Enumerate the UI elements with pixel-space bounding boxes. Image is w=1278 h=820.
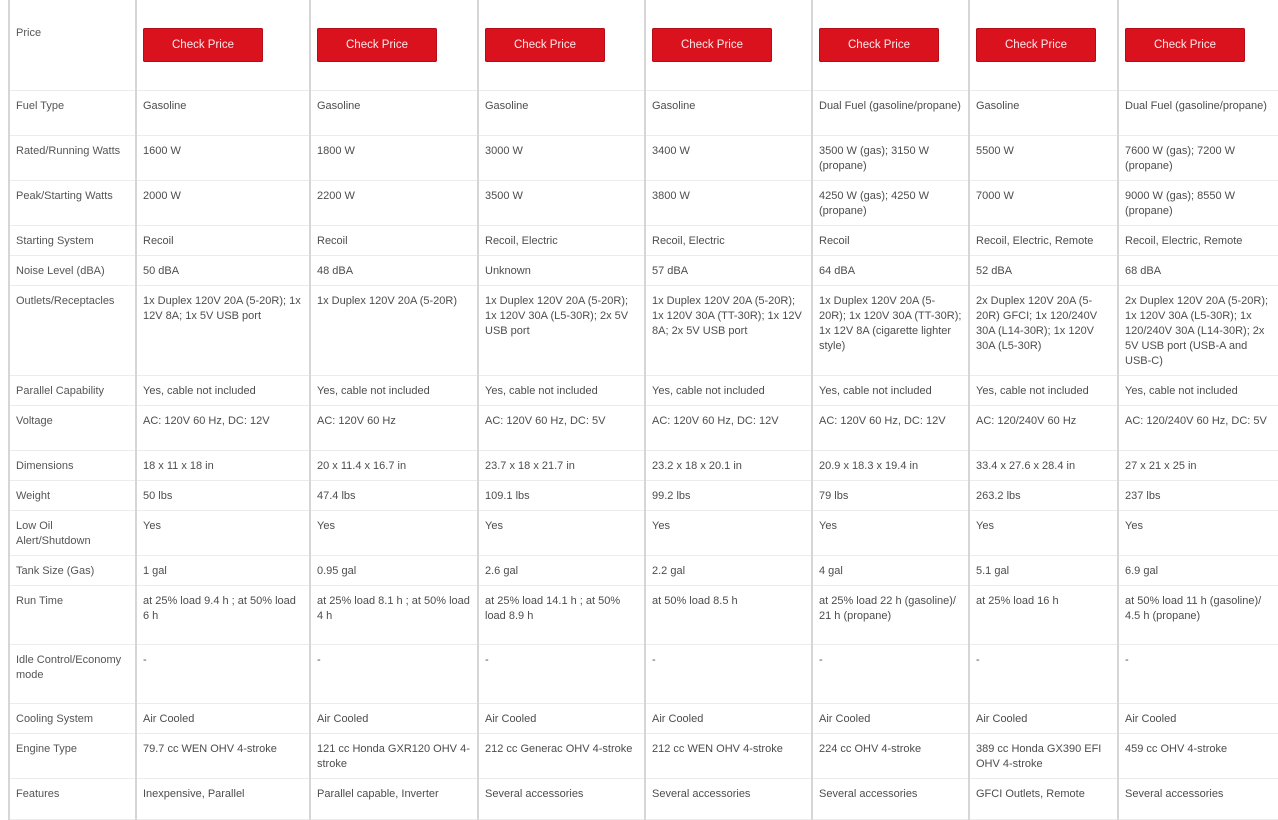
table-cell: 50 lbs [136,481,310,511]
table-cell: - [812,645,969,704]
table-cell: 57 dBA [645,256,812,286]
table-row [9,734,1278,779]
table-cell: Yes, cable not included [969,376,1118,406]
table-cell: 5500 W [969,136,1118,181]
table-cell: Several accessories [645,779,812,820]
table-cell: Several accessories [812,779,969,820]
table-cell: AC: 120/240V 60 Hz [969,406,1118,451]
table-cell: - [310,645,478,704]
table-cell [1118,0,1278,91]
table-row [9,481,1278,511]
table-cell: Yes [310,511,478,556]
table-cell: at 50% load 8.5 h [645,586,812,645]
table-cell: Inexpensive, Parallel [136,779,310,820]
table-cell: Parallel capable, Inverter [310,779,478,820]
table-cell: Gasoline [969,91,1118,136]
table-cell: 23.2 x 18 x 20.1 in [645,451,812,481]
table-cell: 50 dBA [136,256,310,286]
table-cell: 2x Duplex 120V 20A (5-20R); 1x 120V 30A (L5-30R); 1x 120/240V 30A (L14-30R); 2x 5V USB port (USB-A and USB-C) [1118,286,1278,376]
table-cell: Gasoline [310,91,478,136]
table-cell: AC: 120/240V 60 Hz, DC: 5V [1118,406,1278,451]
table-cell: 48 dBA [310,256,478,286]
row-label: Outlets/Receptacles [9,286,136,376]
table-cell: 224 cc OHV 4-stroke [812,734,969,779]
table-cell: 3500 W [478,181,645,226]
check-price-button[interactable]: Check Price [485,28,605,62]
table-row [9,256,1278,286]
table-cell: - [478,645,645,704]
table-row [9,704,1278,734]
table-cell: Recoil, Electric, Remote [969,226,1118,256]
check-price-button[interactable]: Check Price [1125,28,1245,62]
table-cell: Yes [136,511,310,556]
table-cell: 1x Duplex 120V 20A (5-20R) [310,286,478,376]
table-cell: 1600 W [136,136,310,181]
table-cell: Recoil [136,226,310,256]
table-cell: AC: 120V 60 Hz, DC: 12V [136,406,310,451]
table-cell: at 25% load 8.1 h ; at 50% load 4 h [310,586,478,645]
table-cell: 4250 W (gas); 4250 W (propane) [812,181,969,226]
row-label: Peak/Starting Watts [9,181,136,226]
table-cell: 18 x 11 x 18 in [136,451,310,481]
table-cell: 6.9 gal [1118,556,1278,586]
table-cell: Recoil [812,226,969,256]
table-cell: at 50% load 11 h (gasoline)/ 4.5 h (propane) [1118,586,1278,645]
table-cell: 263.2 lbs [969,481,1118,511]
check-price-button[interactable]: Check Price [652,28,772,62]
row-label: Weight [9,481,136,511]
table-cell [478,0,645,91]
table-cell: Dual Fuel (gasoline/propane) [1118,91,1278,136]
table-cell: Gasoline [645,91,812,136]
table-cell: Yes, cable not included [310,376,478,406]
table-row [9,286,1278,376]
table-cell: 2.2 gal [645,556,812,586]
table-cell: 20.9 x 18.3 x 19.4 in [812,451,969,481]
table-cell: 389 cc Honda GX390 EFI OHV 4-stroke [969,734,1118,779]
table-cell: at 25% load 14.1 h ; at 50% load 8.9 h [478,586,645,645]
table-cell: Yes, cable not included [812,376,969,406]
check-price-button[interactable]: Check Price [317,28,437,62]
table-cell: 33.4 x 27.6 x 28.4 in [969,451,1118,481]
row-label: Low Oil Alert/Shutdown [9,511,136,556]
table-cell: GFCI Outlets, Remote [969,779,1118,820]
table-cell [812,0,969,91]
table-cell: Air Cooled [310,704,478,734]
comparison-table-body [9,0,1278,820]
table-row [9,779,1278,820]
table-cell: 0.95 gal [310,556,478,586]
row-label: Idle Control/Economy mode [9,645,136,704]
table-row [9,556,1278,586]
table-cell: 2200 W [310,181,478,226]
table-cell: AC: 120V 60 Hz, DC: 5V [478,406,645,451]
row-label: Price [9,0,136,91]
table-cell: 3800 W [645,181,812,226]
table-row [9,645,1278,704]
table-cell: 9000 W (gas); 8550 W (propane) [1118,181,1278,226]
table-cell: Dual Fuel (gasoline/propane) [812,91,969,136]
table-cell: 2x Duplex 120V 20A (5-20R) GFCI; 1x 120/240V 30A (L14-30R); 1x 120V 30A (L5-30R) [969,286,1118,376]
table-cell [136,0,310,91]
table-cell: 5.1 gal [969,556,1118,586]
row-label: Tank Size (Gas) [9,556,136,586]
row-label: Rated/Running Watts [9,136,136,181]
table-cell: Yes, cable not included [645,376,812,406]
table-cell: Recoil, Electric [478,226,645,256]
table-row [9,91,1278,136]
table-cell: at 25% load 16 h [969,586,1118,645]
table-cell: 1x Duplex 120V 20A (5-20R); 1x 120V 30A (TT-30R); 1x 12V 8A; 2x 5V USB port [645,286,812,376]
table-cell: - [1118,645,1278,704]
row-label: Fuel Type [9,91,136,136]
table-row [9,586,1278,645]
table-cell: Air Cooled [1118,704,1278,734]
table-cell: 7600 W (gas); 7200 W (propane) [1118,136,1278,181]
table-cell: 3400 W [645,136,812,181]
table-cell: 68 dBA [1118,256,1278,286]
table-cell: 1x Duplex 120V 20A (5-20R); 1x 120V 30A (L5-30R); 2x 5V USB port [478,286,645,376]
table-cell: Recoil [310,226,478,256]
table-cell: Air Cooled [136,704,310,734]
row-label: Noise Level (dBA) [9,256,136,286]
table-cell: 1x Duplex 120V 20A (5-20R); 1x 12V 8A; 1x 5V USB port [136,286,310,376]
table-cell: 99.2 lbs [645,481,812,511]
table-row [9,226,1278,256]
table-cell: Yes [645,511,812,556]
table-cell: 79 lbs [812,481,969,511]
table-row [9,181,1278,226]
table-cell: Yes [969,511,1118,556]
table-cell: Yes [1118,511,1278,556]
table-cell: Air Cooled [969,704,1118,734]
table-cell: 237 lbs [1118,481,1278,511]
table-cell: Air Cooled [478,704,645,734]
table-cell: 2.6 gal [478,556,645,586]
table-cell: 4 gal [812,556,969,586]
row-label: Voltage [9,406,136,451]
table-cell [645,0,812,91]
table-cell: Gasoline [478,91,645,136]
table-cell: 20 x 11.4 x 16.7 in [310,451,478,481]
table-cell: 3500 W (gas); 3150 W (propane) [812,136,969,181]
table-cell: AC: 120V 60 Hz, DC: 12V [645,406,812,451]
table-cell: Unknown [478,256,645,286]
table-cell [969,0,1118,91]
table-cell: - [969,645,1118,704]
table-cell: AC: 120V 60 Hz [310,406,478,451]
table-cell: 3000 W [478,136,645,181]
table-cell: Yes [478,511,645,556]
table-cell: 1x Duplex 120V 20A (5-20R); 1x 120V 30A (TT-30R); 1x 12V 8A (cigarette lighter style) [812,286,969,376]
table-cell: 459 cc OHV 4-stroke [1118,734,1278,779]
row-label: Engine Type [9,734,136,779]
table-row [9,376,1278,406]
table-cell: at 25% load 9.4 h ; at 50% load 6 h [136,586,310,645]
table-cell: Gasoline [136,91,310,136]
table-cell: 23.7 x 18 x 21.7 in [478,451,645,481]
table-cell: AC: 120V 60 Hz, DC: 12V [812,406,969,451]
table-cell: 1 gal [136,556,310,586]
check-price-button[interactable]: Check Price [976,28,1096,62]
table-cell: 121 cc Honda GXR120 OHV 4-stroke [310,734,478,779]
row-label: Dimensions [9,451,136,481]
table-row-price [9,0,1278,91]
table-cell: Air Cooled [812,704,969,734]
table-cell: at 25% load 22 h (gasoline)/ 21 h (propane) [812,586,969,645]
table-cell: 1800 W [310,136,478,181]
table-cell: - [136,645,310,704]
table-cell: 7000 W [969,181,1118,226]
table-cell: 212 cc WEN OHV 4-stroke [645,734,812,779]
table-cell: 64 dBA [812,256,969,286]
table-row [9,406,1278,451]
table-cell: Recoil, Electric, Remote [1118,226,1278,256]
table-cell [310,0,478,91]
row-label: Features [9,779,136,820]
row-label: Cooling System [9,704,136,734]
table-row [9,451,1278,481]
check-price-button[interactable]: Check Price [819,28,939,62]
generator-comparison-table [8,0,1278,820]
table-cell: Yes, cable not included [136,376,310,406]
table-cell: 47.4 lbs [310,481,478,511]
table-cell: 109.1 lbs [478,481,645,511]
check-price-button[interactable]: Check Price [143,28,263,62]
table-cell: 212 cc Generac OHV 4-stroke [478,734,645,779]
table-cell: Yes [812,511,969,556]
table-row [9,511,1278,556]
table-row [9,136,1278,181]
row-label: Starting System [9,226,136,256]
table-cell: 52 dBA [969,256,1118,286]
table-cell: Yes, cable not included [478,376,645,406]
table-cell: Yes, cable not included [1118,376,1278,406]
row-label: Run Time [9,586,136,645]
table-cell: Several accessories [1118,779,1278,820]
table-cell: 79.7 cc WEN OHV 4-stroke [136,734,310,779]
table-cell: - [645,645,812,704]
table-cell: Several accessories [478,779,645,820]
row-label: Parallel Capability [9,376,136,406]
table-cell: 27 x 21 x 25 in [1118,451,1278,481]
table-cell: Recoil, Electric [645,226,812,256]
table-cell: 2000 W [136,181,310,226]
table-cell: Air Cooled [645,704,812,734]
